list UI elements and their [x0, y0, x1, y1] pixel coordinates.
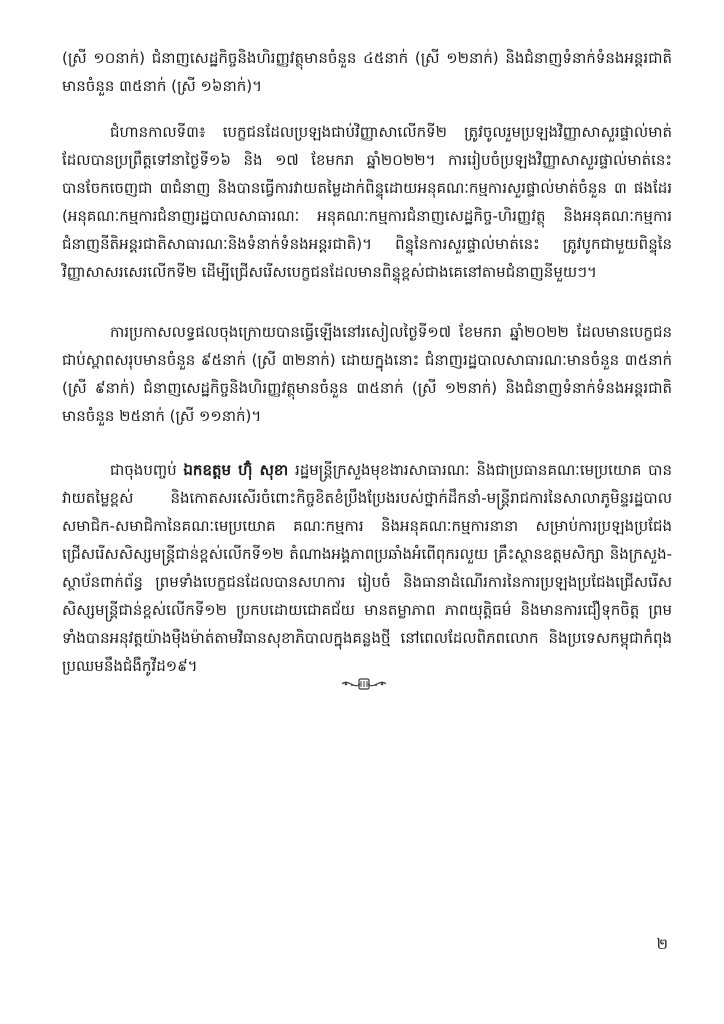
page-number: ២ [656, 935, 668, 953]
closing-rest: រដ្ឋមន្ត្រីក្រសួងមុខងារសាធារណៈ និងជាប្រធានគណៈមេប្រយោគ បានវាយតម្លៃខ្ពស់ និងកោតសរសើរចំពោះកិច្ចខិតខំប្រឹងប្រែងរបស់ថ្នាក់ដឹកនាំ-មន្ត្រីរាជការនៃសាលាភូមិន្ទរដ្ឋបាល សមាជិក-សមាជិកានៃគណៈមេប្រយោគ គណៈកម្មការ និងអនុគណៈកម្មការនានា សម្រាប់ការប្រឡងប្រជែងជ្រើសរើសសិស្សមន្ត្រីជាន់ខ្ពស់លើកទី១២ តំណាងអង្គភាពប្រឆាំងអំពើពុករលួយ គ្រឹះស្ថានឧត្តមសិក្សា និងក្រសួង-ស្ថាប័នពាក់ព័ន្ធ ព្រមទាំងបេក្ខជនដែលបានសហការ រៀបចំ និងធានាដំណើរការនៃការប្រឡងប្រជែងជ្រើសរើសសិស្សមន្ត្រីជាន់ខ្ពស់លើកទី១២ ប្រកបដោយជោគជ័យ មានតម្លាភាព ភាពយុត្តិធម៌ និងមានការជឿទុកចិត្ត ព្រមទាំងបានអនុវត្តយ៉ាងម៉ឺងម៉ាត់តាមវិធានសុខាភិបាលក្នុងគន្លងថ្មី នៅពេលដែលពិភពលោក និងប្រទេសកម្ពុជាកំពុងប្រឈមនឹងជំងឺកូវីដ១៩។ [62, 461, 672, 675]
paragraph-closing [62, 456, 672, 680]
paragraph-phase-3: ជំហានកាលទី៣៖ បេក្ខជនដែលប្រឡងជាប់វិញ្ញាសាលើកទី២ ត្រូវចូលរួមប្រឡងវិញ្ញាសាសួរផ្ទាល់មាត់ ដែលបានប្រព្រឹត្តទៅនាថ្ងៃទី១៦ និង ១៧ ខែមករា ឆ្នាំ២០២២។ ការរៀបចំប្រឡងវិញ្ញាសាសួរផ្ទាល់មាត់នេះ បានចែកចេញជា ៣ជំនាញ និងបានធ្វើការវាយតម្លៃដាក់ពិន្ទុដោយអនុគណៈកម្មការសួរផ្ទាល់មាត់ចំនួន ៣ ផងដែរ (អនុគណៈកម្មការជំនាញរដ្ឋបាលសាធារណៈ អនុគណៈកម្មការជំនាញសេដ្ឋកិច្ច-ហិរញ្ញវត្ថុ និងអនុគណៈកម្មការជំនាញនីតិអន្តរជាតិសាធារណៈនិងទំនាក់ទំនងអន្តរជាតិ)។ ពិន្ទុនៃការសួរផ្ទាល់មាត់នេះ ត្រូវបូកជាមួយពិន្ទុនៃវិញ្ញាសាសរសេរលើកទី២ ដើម្បីជ្រើសរើសបេក្ខជនដែលមានពិន្ទុខ្ពស់ជាងគេនៅតាមជំនាញនីមួយៗ។ [62, 123, 672, 281]
closing-lead: ជាចុងបញ្ចប់ [110, 461, 184, 479]
paragraph-final-results: ការប្រកាសលទ្ធផលចុងក្រោយបានធ្វើឡើងនៅរសៀលថ្ងៃទី១៧ ខែមករា ឆ្នាំ២០២២ ដែលមានបេក្ខជនជាប់ស្ពាពសរុបមានចំនួន ៩៥នាក់ (ស្រី ៣២នាក់) ដោយក្នុងនោះ ជំនាញរដ្ឋបាលសាធារណៈមានចំនួន ៣៥នាក់ (ស្រី ៩នាក់) ជំនាញសេដ្ឋកិច្ចនិងហិរញ្ញវត្ថុមានចំនួន ៣៥នាក់ (ស្រី ១២នាក់) និងជំនាញទំនាក់ទំនងអន្តរជាតិមានចំនួន ២៥នាក់ (ស្រី ១១នាក់)។ [62, 323, 672, 425]
paragraph-1-continuation: (ស្រី ១០នាក់) ជំនាញសេដ្ឋកិច្ចនិងហិរញ្ញវត្ថុមានចំនួន ៤៥នាក់ (ស្រី ១២នាក់) និងជំនាញទំនាក់ទំនងអន្តរជាតិមានចំនួន ៣៥នាក់ (ស្រី ១៦នាក់)។ [62, 49, 672, 95]
decorative-flourish-icon [340, 676, 388, 692]
minister-name: ឯកឧត្តម ហ៊ុំ សុខា [183, 461, 289, 479]
